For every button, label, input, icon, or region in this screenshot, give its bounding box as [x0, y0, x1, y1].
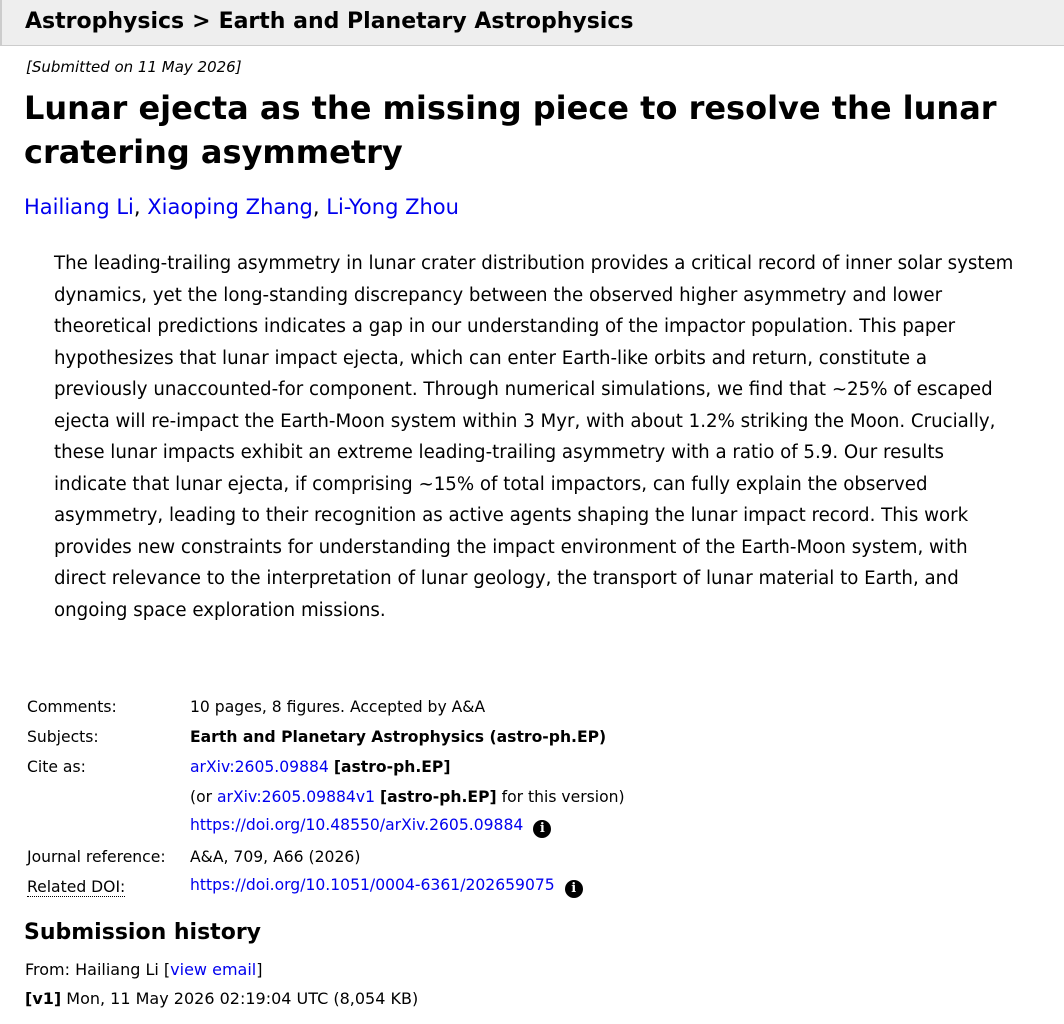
author-link[interactable]: Xiaoping Zhang	[147, 195, 313, 219]
version-row	[27, 782, 625, 812]
version-suffix: for this version)	[496, 788, 625, 806]
author-separator: ,	[133, 195, 141, 219]
metadata-table	[27, 692, 625, 902]
submission-date: [Submitted on 11 May 2026]	[26, 58, 242, 76]
journal-value: A&A, 709, A66 (2026)	[190, 848, 361, 866]
breadcrumb-category-link[interactable]: Astrophysics	[25, 9, 185, 34]
related-doi-label-cell	[27, 872, 190, 902]
related-doi-link[interactable]: https://doi.org/10.1051/0004-6361/202659075	[190, 876, 555, 894]
info-icon[interactable]: i	[533, 820, 551, 838]
journal-label: Journal reference:	[27, 848, 166, 866]
related-doi-value	[190, 872, 625, 902]
related-doi-row	[27, 872, 625, 902]
submitter-prefix: From: Hailiang Li [	[25, 960, 171, 979]
version-details: Mon, 11 May 2026 02:19:04 UTC (8,054 KB)	[61, 989, 419, 1008]
author-list	[24, 195, 459, 219]
journal-row	[27, 842, 625, 872]
cite-row	[27, 752, 625, 782]
version-arxiv-link[interactable]: arXiv:2605.09884v1	[217, 788, 376, 806]
breadcrumb-subcategory-link[interactable]: Earth and Planetary Astrophysics	[218, 9, 634, 34]
comments-row	[27, 692, 625, 722]
subjects-primary: Earth and Planetary Astrophysics (astro-ph.EP)	[190, 728, 607, 746]
submitter-line	[25, 960, 262, 979]
arxiv-doi-link[interactable]: https://doi.org/10.48550/arXiv.2605.09884	[190, 816, 524, 834]
submission-history-heading: Submission history	[24, 920, 262, 945]
page-header	[0, 0, 1064, 46]
related-doi-label[interactable]: Related DOI:	[27, 878, 126, 896]
author-separator: ,	[312, 195, 320, 219]
cite-arxiv-link[interactable]: arXiv:2605.09884	[190, 758, 329, 776]
cite-class: [astro-ph.EP]	[333, 758, 451, 776]
view-email-link[interactable]: view email	[170, 960, 257, 979]
abstract: The leading-trailing asymmetry in lunar crater distribution provides a critical record of inner solar system dynamics, yet the long-standing discrepancy between the observed higher asymmetry and lower theoretical predictions indicates a gap in our understanding of the impactor population. This paper hypothesizes that lunar impact ejecta, which can enter Earth-like orbits and return, constitute a previously unaccounted-for component. Through numerical simulations, we find that ~25% of escaped ejecta will re-impact the Earth-Moon system within 3 Myr, with about 1.2% striking the Moon. Crucially, these lunar impacts exhibit an extreme leading-trailing asymmetry with a ratio of 5.9. Our results indicate that lunar ejecta, if comprising ~15% of total impactors, can fully explain the observed asymmetry, leading to their recognition as active agents shaping the lunar impact record. This work provides new constraints for understanding the impact environment of the Earth-Moon system, with direct relevance to the interpretation of lunar geology, the transport of lunar material to Earth, and ongoing space exploration missions.	[54, 253, 1014, 621]
version-class: [astro-ph.EP]	[379, 788, 497, 806]
author-link[interactable]: Li-Yong Zhou	[326, 195, 459, 219]
comments-label: Comments:	[27, 698, 117, 716]
paper-title: Lunar ejecta as the missing piece to resolve the lunar cratering asymmetry	[24, 89, 997, 171]
subjects-label: Subjects:	[27, 728, 99, 746]
breadcrumb-separator: >	[192, 9, 211, 34]
version-history-line	[25, 989, 418, 1008]
doi-row	[27, 812, 625, 842]
empty-label	[27, 782, 190, 812]
empty-label	[27, 812, 190, 842]
doi-value	[190, 812, 625, 842]
submitter-suffix: ]	[256, 960, 263, 979]
cite-value	[190, 752, 625, 782]
version-prefix: (or	[190, 788, 217, 806]
subjects-row	[27, 722, 625, 752]
breadcrumb	[25, 9, 633, 34]
comments-value: 10 pages, 8 figures. Accepted by A&A	[190, 698, 486, 716]
version-value	[190, 782, 625, 812]
subjects-value	[190, 722, 625, 752]
info-icon[interactable]: i	[565, 880, 583, 898]
author-link[interactable]: Hailiang Li	[24, 195, 134, 219]
version-label: [v1]	[25, 989, 62, 1008]
cite-label: Cite as:	[27, 758, 86, 776]
